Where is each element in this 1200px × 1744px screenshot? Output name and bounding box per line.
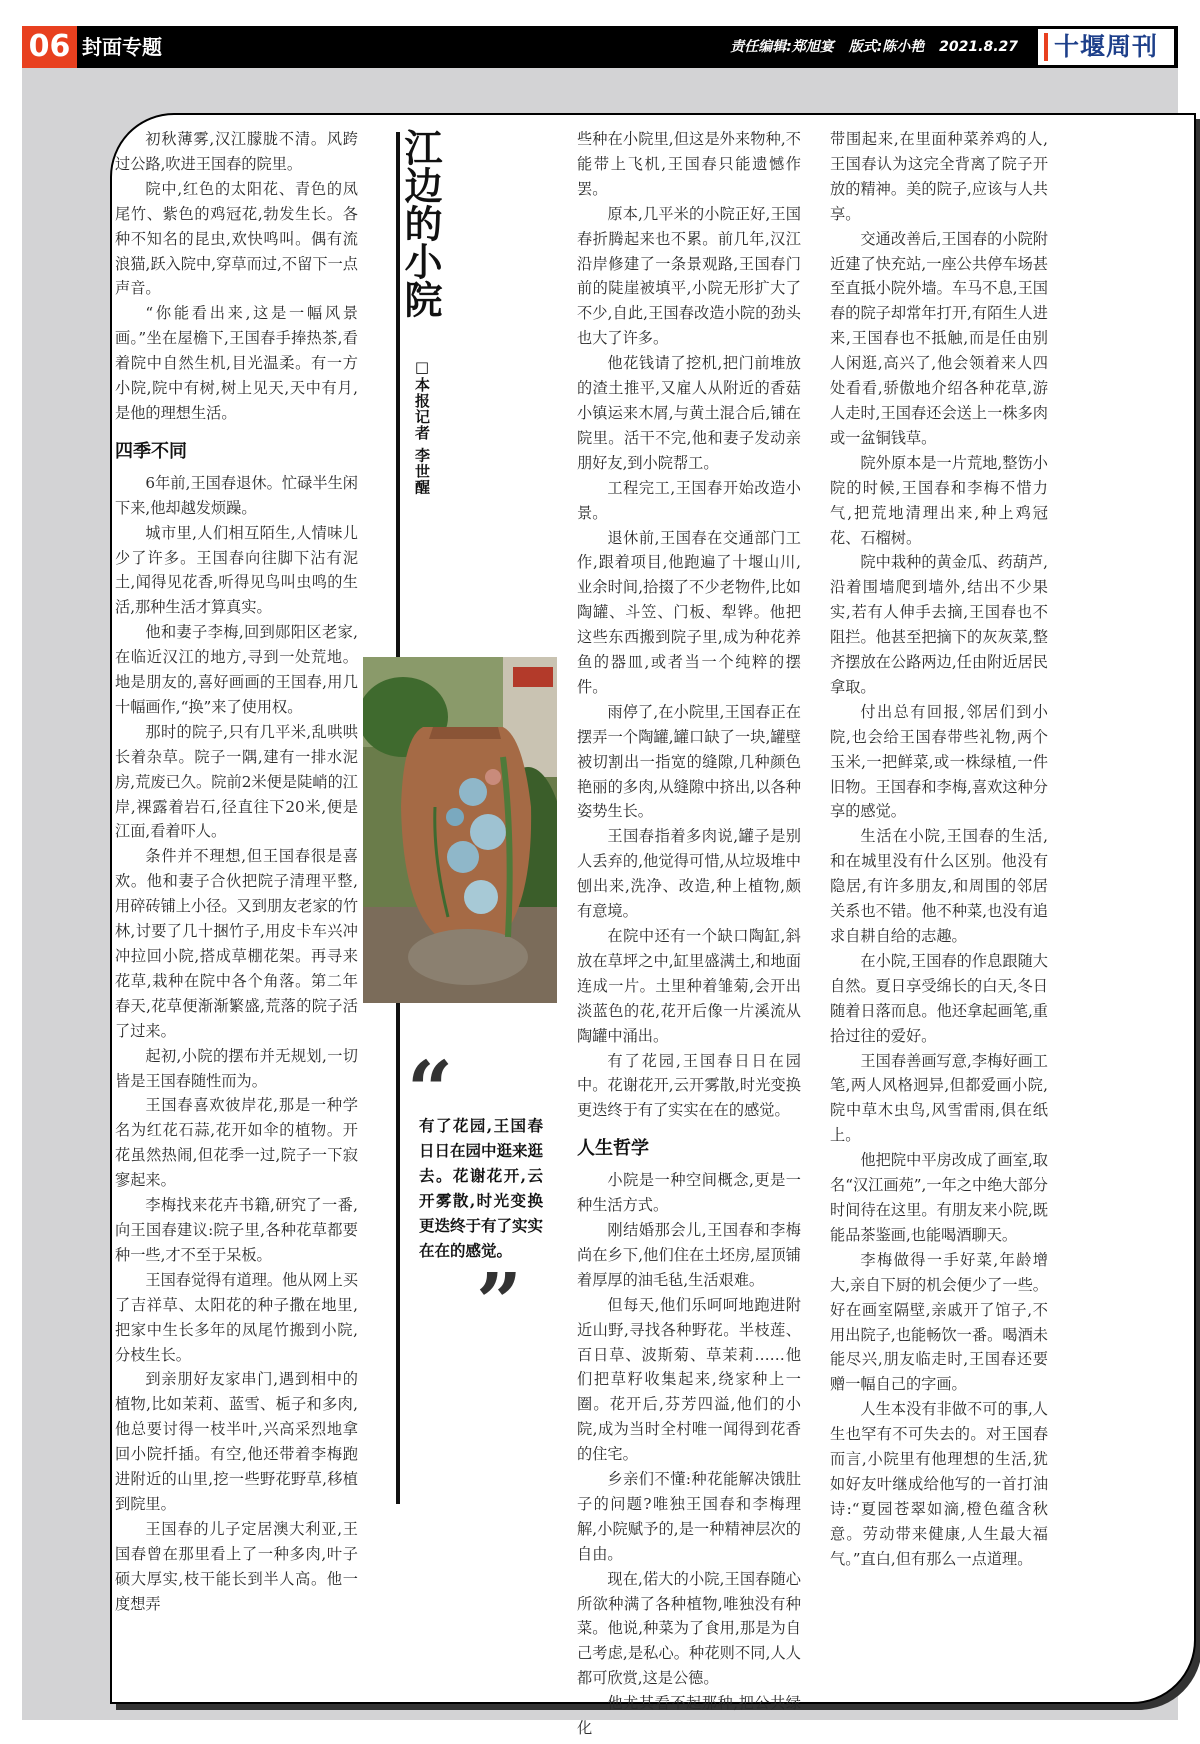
- masthead-name: 十堰周刊: [1054, 32, 1159, 61]
- article-paragraph: “你能看出来,这是一幅风景画。”坐在屋檐下,王国春手捧热茶,看着院中自然生机,目光温柔。有一方小院,院中有树,树上见天,天中有月,是他的理想生活。: [115, 304, 358, 422]
- section-heading: 人生哲学: [577, 1138, 649, 1160]
- quote-open-mark: “: [407, 1043, 454, 1137]
- section-heading: 四季不同: [115, 440, 187, 462]
- article-paragraph: 王国春指着多肉说,罐子是别人丢弃的,他觉得可惜,从垃圾堆中刨出来,洗净、改造,种上植物,颇有意境。: [577, 827, 801, 921]
- article-byline: □本报记者 李世醒: [413, 358, 431, 496]
- article-paragraph: 王国春的儿子定居澳大利亚,王国春曾在那里看上了一种多肉,叶子硕大厚实,枝干能长到半人高。他一度想弄: [115, 1519, 358, 1613]
- article-paragraph: 但每天,他们乐呵呵地跑进附近山野,寻找各种野花。半枝莲、百日草、波斯菊、草茉莉……他们把草籽收集起来,绕家种上一圈。花开后,芬芳四溢,他们的小院,成为当时全村唯一闻得到花香的住宅。: [577, 1295, 801, 1464]
- article-paragraph: 王国春喜欢彼岸花,那是一种学名为红花石蒜,花开如伞的植物。开花虽然热闹,但花季一过,院子一下寂寥起来。: [115, 1096, 358, 1190]
- article-paragraph: 院中栽种的黄金瓜、药葫芦,沿着围墙爬到墙外,结出不少果实,若有人伸手去摘,王国春也不阻拦。他甚至把摘下的灰灰菜,整齐摆放在公路两边,任由附近居民拿取。: [830, 553, 1048, 696]
- article-paragraph: 现在,偌大的小院,王国春随心所欲种满了各种植物,唯独没有种菜。他说,种菜为了食用,那是为自己考虑,是私心。种花则不同,人人都可欣赏,这是公德。: [577, 1569, 801, 1688]
- article-paragraph: 起初,小院的摆布并无规划,一切皆是王国春随性而为。: [115, 1046, 358, 1090]
- article-paragraph: 那时的院子,只有几平米,乱哄哄长着杂草。院子一隅,建有一排水泥房,荒废已久。院前2米便是陡峭的江岸,裸露着岩石,径直往下20米,便是江面,看着吓人。: [115, 722, 358, 841]
- article-column-1: [115, 127, 358, 1616]
- page-number: 06: [22, 26, 77, 68]
- article-paragraph: 王国春觉得有道理。他从网上买了吉祥草、太阳花的种子撒在地里,把家中生长多年的凤尾竹搬到小院,分枝生长。: [115, 1270, 359, 1364]
- article-column-3: [577, 127, 801, 1741]
- article-paragraph: 付出总有回报,邻居们到小院,也会给王国春带些礼物,两个玉米,一把鲜菜,或一株绿植,一件旧物。王国春和李梅,喜欢这种分享的感觉。: [830, 702, 1048, 821]
- article-photo: [363, 657, 557, 1003]
- article-paragraph: 有了花园,王国春日日在园中。花谢花开,云开雾散,时光变换更迭终于有了实实在在的感觉。: [577, 1051, 801, 1120]
- quote-close-mark: ”: [476, 1255, 523, 1349]
- masthead-logo: [1038, 29, 1174, 65]
- article-paragraph: 他和妻子李梅,回到郧阳区老家,在临近汉江的地方,寻到一处荒地。地是朋友的,喜好画画的王国春,用几十幅画作,“换”来了使用权。: [115, 623, 358, 716]
- article-paragraph: 他花钱请了挖机,把门前堆放的渣土推平,又雇人从附近的香菇小镇运来木屑,与黄土混合后,铺在院里。活干不完,他和妻子发动亲朋好友,到小院帮工。: [577, 354, 801, 472]
- article-paragraph: 刚结婚那会儿,王国春和李梅尚在乡下,他们住在土坯房,屋顶铺着厚厚的油毛毡,生活艰难。: [577, 1220, 801, 1289]
- article-paragraph: 生活在小院,王国春的生活,和在城里没有什么区别。他没有隐居,有许多朋友,和周围的邻居关系也不错。他不种菜,也没有追求自耕自给的志趣。: [830, 827, 1048, 945]
- article-paragraph: 人生本没有非做不可的事,人生也罕有不可失去的。对王国春而言,小院里有他理想的生活,犹如好友叶继成给他写的一首打油诗:“夏园苍翠如滴,橙色蕴含秋意。劳动带来健康,人生最大福气。”直白,但有那么一点道理。: [830, 1400, 1048, 1568]
- succulent-jar-photo: [363, 657, 557, 1003]
- article-paragraph: 雨停了,在小院里,王国春正在摆弄一个陶罐,罐口缺了一块,罐壁被切割出一指宽的缝隙,几种颜色艳丽的多肉,从缝隙中挤出,以各种姿势生长。: [577, 702, 801, 821]
- credits: [720, 26, 1018, 68]
- article-paragraph: 在院中还有一个缺口陶缸,斜放在草坪之中,缸里盛满土,和地面连成一片。土里种着雏菊,会开出淡蓝色的花,花开后像一片溪流从陶罐中涌出。: [577, 927, 801, 1045]
- page-header: [22, 26, 1178, 68]
- section-title: 封面专题: [82, 35, 162, 59]
- article-paragraph: 6年前,王国春退休。忙碌半生闲下来,他却越发烦躁。: [115, 473, 358, 517]
- article-paragraph: 初秋薄雾,汉江朦胧不清。风跨过公路,吹进王国春的院里。: [115, 130, 358, 173]
- article-paragraph: 在小院,王国春的作息跟随大自然。夏日享受绵长的白天,冬日随着日落而息。他还拿起画笔,重拾过往的爱好。: [830, 951, 1048, 1045]
- article-paragraph: 院中,红色的太阳花、青色的凤尾竹、紫色的鸡冠花,勃发生长。各种不知名的昆虫,欢快鸣叫。偶有流浪猫,跃入院中,穿草而过,不留下一点声音。: [115, 179, 358, 298]
- article-column-4: [830, 127, 1048, 1572]
- logo-bar: [1044, 33, 1048, 61]
- article-paragraph: 乡亲们不懂:种花能解决饿肚子的问题?唯独王国春和李梅理解,小院赋予的,是一种精神层次的自由。: [577, 1470, 801, 1563]
- article-paragraph: 小院是一种空间概念,更是一种生活方式。: [577, 1171, 801, 1215]
- article-paragraph: 李梅做得一手好菜,年龄增大,亲自下厨的机会便少了一些。好在画室隔壁,亲戚开了馆子,不用出院子,也能畅饮一番。喝酒未能尽兴,朋友临走时,王国春还要赠一幅自己的字画。: [830, 1250, 1048, 1394]
- issue-date: 2021.8.27: [939, 39, 1018, 55]
- article-paragraph: 到亲朋好友家串门,遇到相中的植物,比如茉莉、蓝雪、栀子和多肉,他总要讨得一枝半叶,兴高采烈地拿回小院扦插。有空,他还带着李梅跑进附近的山里,挖一些野花野草,移植到院里。: [115, 1370, 358, 1513]
- article-paragraph: 院外原本是一片荒地,整饬小院的时候,王国春和李梅不惜力气,把荒地清理出来,种上鸡冠花、石榴树。: [830, 453, 1048, 547]
- article-paragraph: 原本,几平米的小院正好,王国春折腾起来也不累。前几年,汉江沿岸修建了一条景观路,王国春门前的陡崖被填平,小院无形扩大了不少,自此,王国春改造小院的劲头也大了许多。: [577, 204, 801, 348]
- article-paragraph: 带围起来,在里面种菜养鸡的人,王国春认为这完全背离了院子开放的精神。美的院子,应该与人共享。: [830, 130, 1048, 223]
- article-paragraph: 退休前,王国春在交通部门工作,跟着项目,他跑遍了十堰山川,业余时间,拾掇了不少老物件,比如陶罐、斗笠、门板、犁铧。他把这些东西搬到院子里,成为种花养鱼的器皿,或者当一个纯粹的摆件。: [577, 528, 801, 696]
- article-paragraph: 工程完工,王国春开始改造小景。: [577, 478, 801, 522]
- pull-quote: 有了花园,王国春日日在园中逛来逛去。花谢花开,云开雾散,时光变换更迭终于有了实实在在的感觉。: [419, 1116, 544, 1260]
- article-paragraph: 王国春善画写意,李梅好画工笔,两人风格迥异,但都爱画小院,院中草木虫鸟,风雪雷雨,俱在纸上。: [830, 1051, 1048, 1145]
- article-title: 江边的小院: [398, 128, 443, 318]
- article-paragraph: 他把院中平房改成了画室,取名“汉江画苑”,一年之中绝大部分时间待在这里。有朋友来小院,既能品茶鉴画,也能喝酒聊天。: [830, 1151, 1048, 1244]
- layout-credit: 版式:陈小艳: [848, 39, 925, 55]
- article-paragraph: 些种在小院里,但这是外来物种,不能带上飞机,王国春只能遗憾作罢。: [577, 130, 801, 198]
- editor-credit: 责任编辑:郑旭宴: [730, 39, 834, 55]
- article-paragraph: 条件并不理想,但王国春很是喜欢。他和妻子合伙把院子清理平整,用碎砖铺上小径。又到朋友老家的竹林,讨要了几十捆竹子,用皮卡车兴冲冲拉回小院,搭成草棚花架。再寻来花草,栽种在院中各个角落。第二年春天,花草便渐渐繁盛,荒落的院子活了过来。: [115, 847, 358, 1040]
- article-paragraph: 交通改善后,王国春的小院附近建了快充站,一座公共停车场甚至直抵小院外墙。车马不息,王国春的院子却常年打开,有陌生人进来,王国春也不抵触,而是任由别人闲逛,高兴了,他会领着来人四处看看,骄傲地介绍各种花草,游人走时,王国春还会送上一株多肉或一盆铜钱草。: [830, 229, 1048, 447]
- article-paragraph: 他尤其看不起那种,把公共绿化: [577, 1694, 801, 1738]
- article-paragraph: 李梅找来花卉书籍,研究了一番,向王国春建议:院子里,各种花草都要种一些,才不至于呆板。: [115, 1196, 358, 1264]
- article-paragraph: 城市里,人们相互陌生,人情味儿少了许多。王国春向往脚下沾有泥土,闻得见花香,听得见鸟叫虫鸣的生活,那种生活才算真实。: [115, 523, 358, 617]
